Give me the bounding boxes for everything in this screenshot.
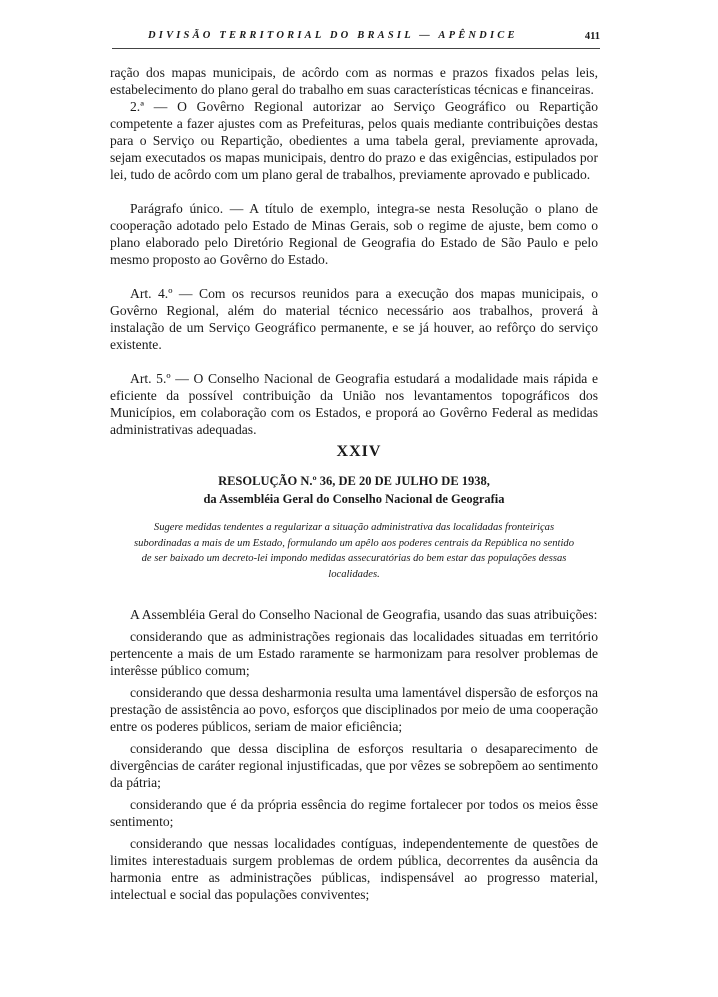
upper-body-text (110, 64, 598, 438)
considerando-4: considerando que é da própria essência do regime fortalecer por todos os meios êsse sentimento; (110, 797, 598, 829)
considerando-3: considerando que dessa disciplina de esforços resultaria o desaparecimento de divergências de caráter regional injustificadas, que por vêzes se sobrepõem ao sentimento da pátria; (110, 741, 598, 790)
paragraph-item-2: 2.ª — O Govêrno Regional autorizar ao Serviço Geográfico ou Repartição competente a fazer ajustes com as Prefeituras, pelos quais mediante contribuições destas para o Serviço ou Repartição, obedientes a uma tabela geral, previamente aprovada, sejam executados os mapas municipais, dentro do prazo e das exigências, estipulados por lei, tudo de acôrdo com um plano geral de trabalhos, previamente aprovado e publicado. (110, 99, 598, 182)
paragraph-continuation: ração dos mapas municipais, de acôrdo com as normas e prazos fixados pelas leis, estabelecimento do plano geral do trabalho em suas características técnicas e financeiras. (110, 65, 598, 97)
article-4: Art. 4.º — Com os recursos reunidos para a execução dos mapas municipais, o Govêrno Regional, além do material técnico necessário aos trabalhos, proverá à instalação de um Serviço Geográfico permanente, e se já houver, ao refôrço do serviço existente. (110, 286, 598, 352)
paragraph-unico: Parágrafo único. — A título de exemplo, integra-se nesta Resolução o plano de cooperação adotado pelo Estado de Minas Gerais, sob o regime de ajuste, bem como o plano elaborado pelo Diretório Regional de Geografia do Estado de São Paulo e pelo mesmo proposto ao Govêrno do Estado. (110, 201, 598, 267)
running-header (112, 28, 600, 49)
considerando-5: considerando que nessas localidades contíguas, independentemente de questões de limites interestaduais surgem problemas de ordem pública, decorrentes da ausência da harmonia entre as administrações públicas, indispensável ao progresso material, intelectual e social das populações conviventes; (110, 836, 598, 902)
article-5: Art. 5.º — O Conselho Nacional de Geografia estudará a modalidade mais rápida e eficiente da possível contribuição da União nos levantamentos topográficos dos Municípios, em colaboração com os Estados, e proporá ao Govêrno Federal as medidas administrativas adequadas. (110, 371, 598, 437)
resolution-issuer: da Assembléia Geral do Conselho Nacional de Geografia (203, 492, 505, 506)
resolution-summary: Sugere medidas tendentes a regularizar a situação administrativa das localidadas fronteiriças subordinadas a mais de um Estado, formulando um apêlo aos poderes centrais da República no sentido de ser baixado um decreto-lei impondo medidas assecuratórias do bem estar das populações dessas localidades. (133, 522, 574, 580)
resolution-number: RESOLUÇÃO N.º 36, DE 20 DE JULHO DE 1938, (218, 474, 490, 488)
preamble: A Assembléia Geral do Conselho Nacional de Geografia, usando das suas atribuições: (130, 607, 598, 622)
resolution-title (110, 472, 598, 508)
considerando-2: considerando que dessa desharmonia resulta uma lamentável dispersão de esforços na prestação de assistência ao povo, esforços que disciplinados por meio de uma cooperação entre os poderes públicos, seriam de maior eficiência; (110, 685, 598, 734)
considerando-1: considerando que as administrações regionais das localidades situadas em território pertencente a mais de um Estado raramente se harmonizam para resolver problemas de interêsse público comum; (110, 629, 598, 678)
running-title: DIVISÃO TERRITORIAL DO BRASIL — APÊNDICE (148, 30, 518, 41)
lower-body-text (110, 606, 598, 908)
page-number: 411 (584, 31, 600, 42)
chapter-heading: XXIV (336, 443, 382, 460)
